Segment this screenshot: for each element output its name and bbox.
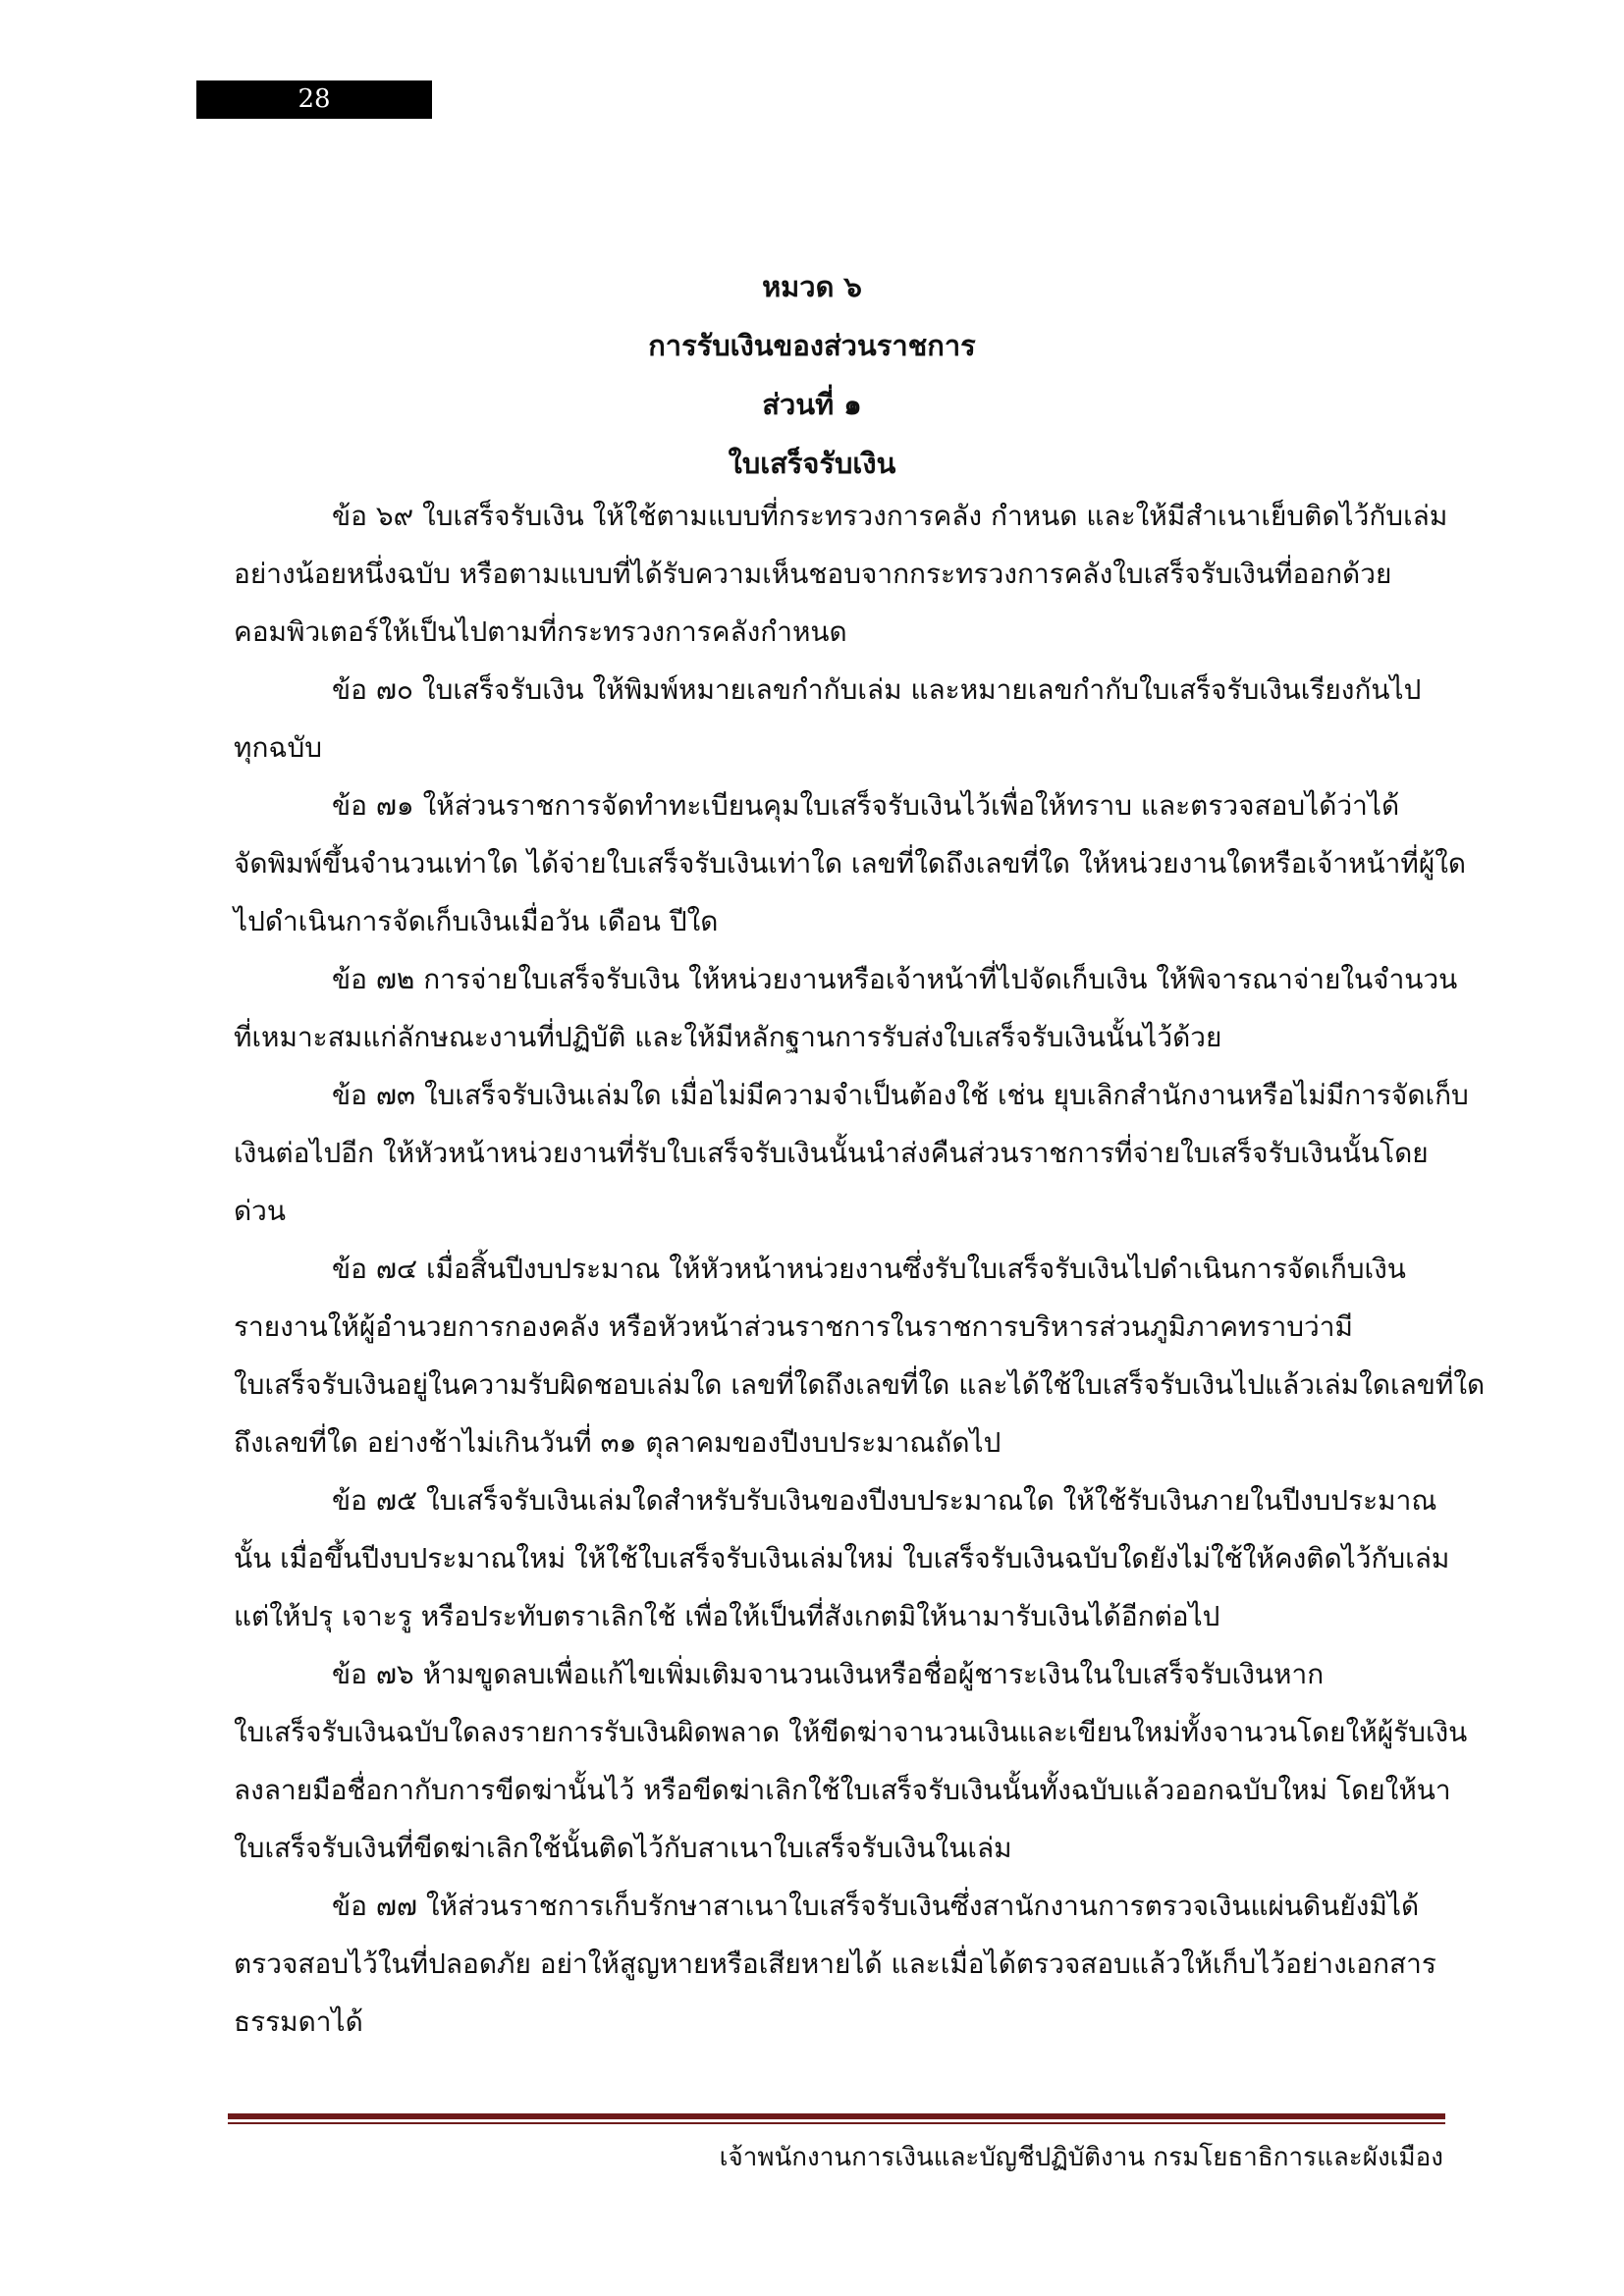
article-72 xyxy=(234,950,1458,1066)
text-line: ทุกฉบับ xyxy=(234,731,323,764)
text-line: อย่างน้อยหนึ่งฉบับ หรือตามแบบที่ได้รับความเห็นชอบจากกระทรวงการคลังใบเสร็จรับเงินที่ออกด้วย xyxy=(234,558,1392,590)
article-69 xyxy=(234,487,1448,661)
text-line: แต่ให้ปรุ เจาะรู หรือประทับตราเลิกใช้ เพื่อให้เป็นที่สังเกตมิให้นามารับเงินได้อีกต่อไป xyxy=(234,1600,1220,1632)
text-line: ใบเสร็จรับเงินที่ขีดฆ่าเลิกใช้นั้นติดไว้กับสาเนาใบเสร็จรับเงินในเล่ม xyxy=(234,1832,1012,1864)
chapter-heading: หมวด ๖ xyxy=(762,270,862,303)
footer-divider xyxy=(228,2113,1445,2124)
footer-text: เจ้าพนักงานการเงินและบัญชีปฏิบัติงาน กรมโยธาธิการและผังเมือง xyxy=(719,2143,1443,2172)
chapter-title: การรับเงินของส่วนราชการ xyxy=(648,329,976,362)
body-text xyxy=(234,487,1486,2051)
text-line: ถึงเลขที่ใด อย่างช้าไม่เกินวันที่ ๓๑ ตุลาคมของปีงบประมาณถัดไป xyxy=(234,1426,1001,1459)
text-line: ข้อ ๗๗ ให้ส่วนราชการเก็บรักษาสาเนาใบเสร็จรับเงินซึ่งสานักงานการตรวจเงินแผ่นดินยังมิได้ xyxy=(332,1890,1420,1922)
text-line: รายงานให้ผู้อำนวยการกองคลัง หรือหัวหน้าส่วนราชการในราชการบริหารส่วนภูมิภาคทราบว่ามี xyxy=(234,1310,1353,1343)
text-line: ข้อ ๗๒ การจ่ายใบเสร็จรับเงิน ให้หน่วยงานหรือเจ้าหน้าที่ไปจัดเก็บเงิน ให้พิจารณาจ่ายในจำนวน xyxy=(332,963,1458,995)
text-line: เงินต่อไปอีก ให้หัวหน้าหน่วยงานที่รับใบเสร็จรับเงินนั้นนำส่งคืนส่วนราชการที่จ่ายใบเสร็จรับเงินนั้นโดย xyxy=(234,1137,1429,1169)
article-74 xyxy=(234,1240,1486,1471)
text-line: ข้อ ๗๖ ห้ามขูดลบเพื่อแก้ไขเพิ่มเติมจานวนเงินหรือชื่อผู้ชาระเงินในใบเสร็จรับเงินหาก xyxy=(332,1658,1325,1690)
article-71 xyxy=(234,776,1467,950)
text-line: ข้อ ๗๔ เมื่อสิ้นปีงบประมาณ ให้หัวหน้าหน่วยงานซึ่งรับใบเสร็จรับเงินไปดำเนินการจัดเก็บเงิน xyxy=(332,1253,1406,1285)
article-76 xyxy=(234,1645,1468,1877)
text-line: จัดพิมพ์ขึ้นจำนวนเท่าใด ได้จ่ายใบเสร็จรับเงินเท่าใด เลขที่ใดถึงเลขที่ใด ให้หน่วยงานใดหรือเจ้าหน้าที่ผู้ใด xyxy=(234,847,1467,880)
text-line: ข้อ ๗๐ ใบเสร็จรับเงิน ให้พิมพ์หมายเลขกำกับเล่ม และหมายเลขกำกับใบเสร็จรับเงินเรียงกันไป xyxy=(332,673,1422,706)
footer-rule-thick xyxy=(228,2113,1445,2119)
footer-rule-thin xyxy=(228,2122,1445,2124)
text-line: ตรวจสอบไว้ในที่ปลอดภัย อย่าให้สูญหายหรือเสียหายได้ และเมื่อได้ตรวจสอบแล้วให้เก็บไว้อย่างเอกสาร xyxy=(234,1948,1436,1980)
text-line: ข้อ ๗๕ ใบเสร็จรับเงินเล่มใดสำหรับรับเงินของปีงบประมาณใด ให้ใช้รับเงินภายในปีงบประมาณ xyxy=(332,1484,1437,1517)
article-73 xyxy=(234,1066,1469,1240)
text-line: ใบเสร็จรับเงินอยู่ในความรับผิดชอบเล่มใด เลขที่ใดถึงเลขที่ใด และได้ใช้ใบเสร็จรับเงินไปแล้วเล่มใดเลขที่ใด xyxy=(234,1368,1486,1401)
text-line: ข้อ ๗๑ ให้ส่วนราชการจัดทำทะเบียนคุมใบเสร็จรับเงินไว้เพื่อให้ทราบ และตรวจสอบได้ว่าได้ xyxy=(332,789,1400,822)
text-line: ด่วน xyxy=(234,1195,287,1227)
text-line: ข้อ ๗๓ ใบเสร็จรับเงินเล่มใด เมื่อไม่มีความจำเป็นต้องใช้ เช่น ยุบเลิกสำนักงานหรือไม่มีการจัดเก็บ xyxy=(332,1079,1469,1111)
text-line: ข้อ ๖๙ ใบเสร็จรับเงิน ให้ใช้ตามแบบที่กระทรวงการคลัง กำหนด และให้มีสำเนาเย็บติดไว้กับเล่ม xyxy=(332,500,1448,532)
text-line: ไปดำเนินการจัดเก็บเงินเมื่อวัน เดือน ปีใด xyxy=(234,905,719,937)
article-77 xyxy=(234,1877,1443,2051)
text-line: ลงลายมือชื่อกากับการขีดฆ่านั้นไว้ หรือขีดฆ่าเลิกใช้ใบเสร็จรับเงินนั้นทั้งฉบับแล้วออกฉบับใหม่ โดยให้นา xyxy=(234,1774,1451,1806)
text-line: ใบเสร็จรับเงินฉบับใดลงรายการรับเงินผิดพลาด ให้ขีดฆ่าจานวนเงินและเขียนใหม่ทั้งจานวนโดยให้ผู้รับเงิน xyxy=(234,1716,1468,1748)
section-title: ใบเสร็จรับเงิน xyxy=(728,447,896,480)
text-line: ที่เหมาะสมแก่ลักษณะงานที่ปฏิบัติ และให้มีหลักฐานการรับส่งใบเสร็จรับเงินนั้นไว้ด้วย xyxy=(234,1021,1222,1053)
article-75 xyxy=(234,1471,1450,1645)
article-70 xyxy=(234,661,1443,776)
text-line: ธรรมดาได้ xyxy=(234,2005,363,2038)
text-line: คอมพิวเตอร์ให้เป็นไปตามที่กระทรวงการคลังกำหนด xyxy=(234,615,847,648)
section-heading: ส่วนที่ ๑ xyxy=(762,388,862,421)
headings xyxy=(0,257,1624,493)
page-number: 28 xyxy=(196,80,432,119)
text-line: นั้น เมื่อขึ้นปีงบประมาณใหม่ ให้ใช้ใบเสร็จรับเงินเล่มใหม่ ใบเสร็จรับเงินฉบับใดยังไม่ใช้ให้คงติดไว้กับเล่ม xyxy=(234,1542,1450,1575)
